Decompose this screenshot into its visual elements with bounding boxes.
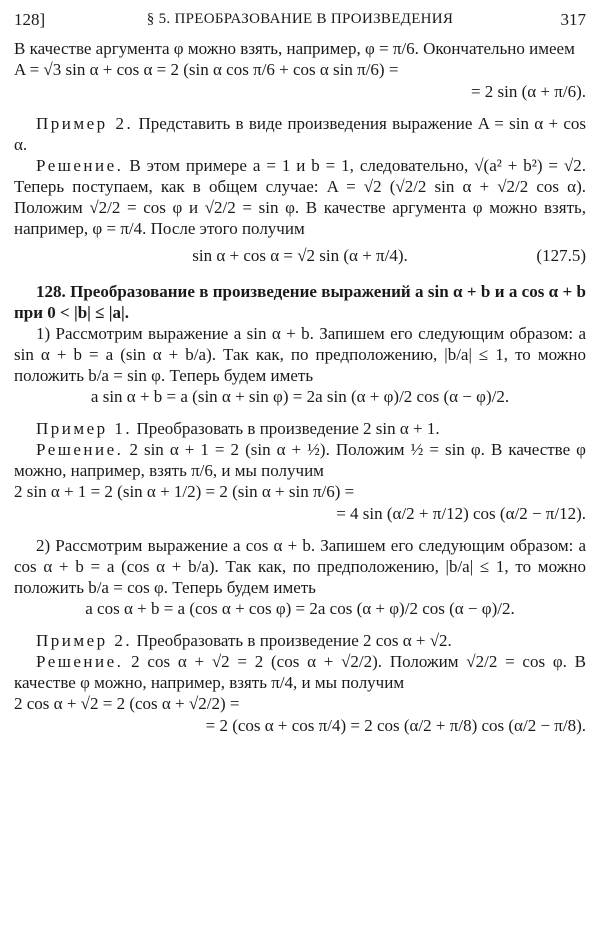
equation-127-5: sin α + cos α = √2 sin (α + π/4). [192, 246, 408, 265]
equation-1b: = 2 sin (α + π/6). [470, 82, 586, 101]
solution-paragraph-3 [14, 651, 586, 693]
example-text: Преобразовать в произведение 2 sin α + 1. [136, 419, 440, 438]
example-label: Пример 2. [36, 631, 133, 650]
item-1-paragraph: 1) Рассмотрим выражение a sin α + b. Запишем его следующим образом: a sin α + b = a (sin α + b/a). Так как, по предположению, |b/a| ≤ 1, то можно положить b/a = sin φ. Теперь будем иметь [14, 324, 586, 385]
equation-3: a sin α + b = a (sin α + sin φ) = 2a sin (α + φ)/2 cos (α − φ)/2. [90, 387, 510, 406]
solution-label: Решение. [36, 652, 124, 671]
example-1-statement [14, 418, 586, 439]
section-title: § 5. ПРЕОБРАЗОВАНИЕ В ПРОИЗВЕДЕНИЯ [146, 11, 454, 27]
equation-4a: 2 sin α + 1 = 2 (sin α + 1/2) = 2 (sin α + sin π/6) = [14, 482, 355, 501]
example-label: Пример 1. [36, 419, 133, 438]
equation-6b: = 2 (cos α + cos π/4) = 2 cos (α/2 + π/8) cos (α/2 − π/8). [205, 716, 586, 735]
solution-label: Решение. [36, 156, 124, 175]
equation-5: a cos α + b = a (cos α + cos φ) = 2a cos (α + φ)/2 cos (α − φ)/2. [85, 599, 515, 618]
solution-text: В этом примере a = 1 и b = 1, следовательно, √(a² + b²) = √2. Теперь поступаем, как в общем случае: A = √2 (√2/2 sin α + √2/2 cos α). Положим √2/2 = cos φ и √2/2 = sin φ. В качестве аргумента φ можно взять, например, φ = π/4. После этого получим [14, 156, 587, 238]
section-128-heading: 128. Преобразование в произведение выражений a sin α + b и a cos α + b при 0 < |b| ≤ |a|. [14, 282, 586, 322]
example-text: Представить в виде произведения выражение A = sin α + cos α. [14, 114, 587, 154]
equation-number: (127.5) [536, 246, 586, 265]
solution-text: 2 sin α + 1 = 2 (sin α + ½). Положим ½ = sin φ. В качестве φ можно, например, взять π/6, и мы получим [14, 440, 586, 480]
item-2-paragraph: 2) Рассмотрим выражение a cos α + b. Запишем его следующим образом: a cos α + b = a (cos α + b/a). Так как, по предположению, |b/a| ≤ 1, то можно положить b/a = cos φ. Теперь будем иметь [14, 536, 586, 597]
equation-1a: A = √3 sin α + cos α = 2 (sin α cos π/6 + cos α sin π/6) = [14, 60, 399, 79]
section-number-left: 128] [14, 10, 46, 29]
example-label: Пример 2. [36, 114, 134, 133]
example-2b-statement [14, 630, 586, 651]
running-header [14, 10, 586, 38]
paragraph-argument-choice: В качестве аргумента φ можно взять, например, φ = π/6. Окончательно имеем [14, 39, 575, 58]
book-page [14, 10, 586, 737]
equation-4b: = 4 sin (α/2 + π/12) cos (α/2 − π/12). [336, 504, 586, 523]
example-text: Преобразовать в произведение 2 cos α + √2. [136, 631, 452, 650]
solution-paragraph-1 [14, 155, 586, 239]
equation-6a: 2 cos α + √2 = 2 (cos α + √2/2) = [14, 694, 240, 713]
equation-127-5-row [14, 245, 586, 267]
page-number: 317 [560, 10, 586, 29]
solution-label: Решение. [36, 440, 124, 459]
solution-text: 2 cos α + √2 = 2 (cos α + √2/2). Положим √2/2 = cos φ. В качестве φ можно, например, взять π/4, и мы получим [14, 652, 587, 692]
example-2-statement [14, 113, 586, 155]
solution-paragraph-2 [14, 439, 586, 481]
